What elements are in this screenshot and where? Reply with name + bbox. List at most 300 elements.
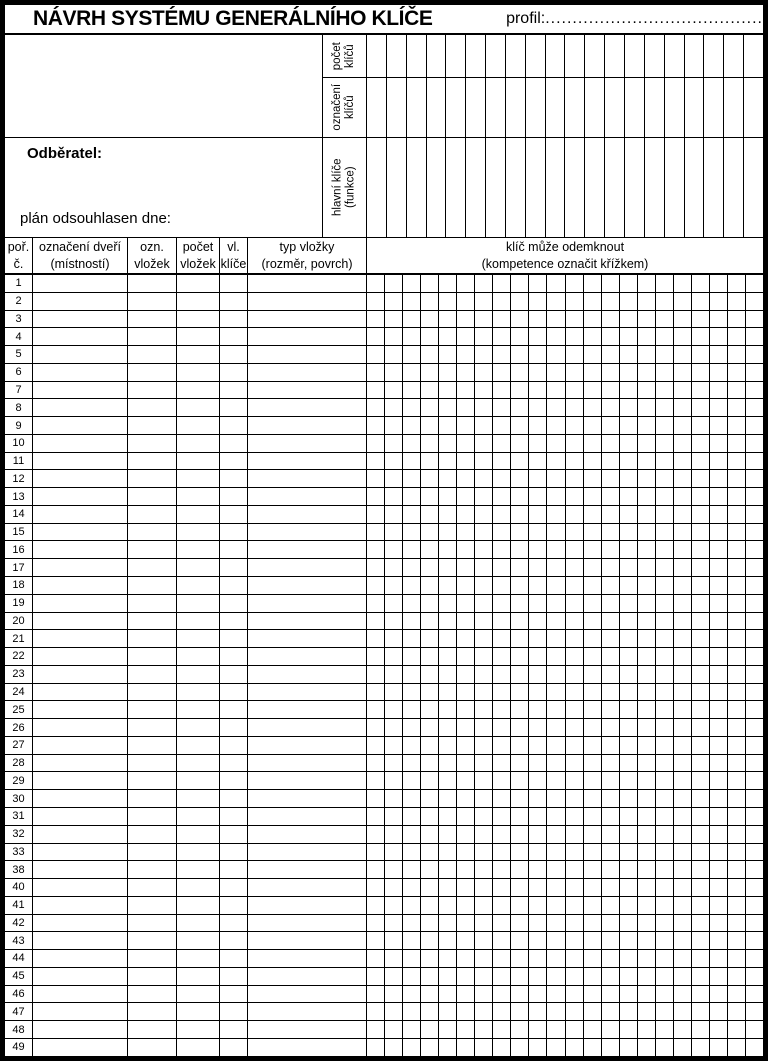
cell-pocet[interactable] bbox=[177, 826, 220, 843]
key-matrix-cell[interactable] bbox=[692, 968, 710, 985]
key-matrix-cell[interactable] bbox=[656, 737, 674, 754]
key-matrix-cell[interactable] bbox=[475, 915, 493, 932]
key-matrix-cell[interactable] bbox=[584, 488, 602, 505]
key-matrix-cell[interactable] bbox=[439, 417, 457, 434]
key-matrix-cell[interactable] bbox=[692, 1003, 710, 1020]
key-matrix-cell[interactable] bbox=[367, 435, 385, 452]
key-matrix-cell[interactable] bbox=[385, 630, 403, 647]
key-matrix-cell[interactable] bbox=[638, 986, 656, 1003]
key-header-cell[interactable] bbox=[645, 78, 665, 137]
key-matrix-cell[interactable] bbox=[728, 772, 746, 789]
key-matrix-cell[interactable] bbox=[439, 346, 457, 363]
key-matrix-cell[interactable] bbox=[421, 932, 439, 949]
key-matrix-cell[interactable] bbox=[493, 666, 511, 683]
key-matrix-cell[interactable] bbox=[692, 488, 710, 505]
key-matrix-cell[interactable] bbox=[566, 577, 584, 594]
key-matrix-cell[interactable] bbox=[475, 968, 493, 985]
cell-ozn[interactable] bbox=[128, 328, 177, 345]
key-matrix-cell[interactable] bbox=[638, 328, 656, 345]
cell-ozn[interactable] bbox=[128, 399, 177, 416]
key-matrix-cell[interactable] bbox=[638, 861, 656, 878]
key-matrix-cell[interactable] bbox=[547, 488, 565, 505]
key-matrix-cell[interactable] bbox=[692, 755, 710, 772]
cell-typ[interactable] bbox=[248, 293, 367, 310]
key-matrix-cell[interactable] bbox=[620, 399, 638, 416]
key-matrix-cell[interactable] bbox=[584, 648, 602, 665]
key-matrix-cell[interactable] bbox=[710, 417, 728, 434]
key-matrix-cell[interactable] bbox=[547, 417, 565, 434]
key-matrix-cell[interactable] bbox=[746, 808, 763, 825]
key-matrix-cell[interactable] bbox=[692, 648, 710, 665]
key-matrix-cell[interactable] bbox=[403, 506, 421, 523]
key-matrix-cell[interactable] bbox=[547, 524, 565, 541]
key-matrix-cell[interactable] bbox=[620, 293, 638, 310]
key-matrix-cell[interactable] bbox=[638, 950, 656, 967]
key-matrix-cell[interactable] bbox=[511, 986, 529, 1003]
key-header-cell[interactable] bbox=[585, 35, 605, 77]
key-matrix-cell[interactable] bbox=[547, 346, 565, 363]
key-matrix-cell[interactable] bbox=[385, 559, 403, 576]
key-matrix-cell[interactable] bbox=[620, 613, 638, 630]
key-matrix-cell[interactable] bbox=[475, 986, 493, 1003]
key-matrix-cell[interactable] bbox=[710, 915, 728, 932]
key-matrix-cell[interactable] bbox=[746, 275, 763, 292]
key-matrix-cell[interactable] bbox=[620, 826, 638, 843]
key-matrix-cell[interactable] bbox=[385, 684, 403, 701]
key-matrix-cell[interactable] bbox=[421, 861, 439, 878]
key-matrix-cell[interactable] bbox=[511, 541, 529, 558]
key-matrix-cell[interactable] bbox=[385, 453, 403, 470]
cell-typ[interactable] bbox=[248, 275, 367, 292]
key-matrix-cell[interactable] bbox=[493, 826, 511, 843]
key-matrix-cell[interactable] bbox=[620, 968, 638, 985]
key-matrix-cell[interactable] bbox=[421, 488, 439, 505]
key-matrix-cell[interactable] bbox=[638, 648, 656, 665]
key-matrix-cell[interactable] bbox=[421, 808, 439, 825]
key-matrix-cell[interactable] bbox=[692, 382, 710, 399]
key-matrix-cell[interactable] bbox=[638, 613, 656, 630]
key-matrix-cell[interactable] bbox=[602, 861, 620, 878]
key-matrix-cell[interactable] bbox=[584, 772, 602, 789]
key-matrix-cell[interactable] bbox=[692, 506, 710, 523]
key-matrix-cell[interactable] bbox=[746, 666, 763, 683]
cell-door[interactable] bbox=[33, 950, 128, 967]
key-matrix-cell[interactable] bbox=[493, 382, 511, 399]
key-matrix-cell[interactable] bbox=[421, 1039, 439, 1056]
key-matrix-cell[interactable] bbox=[385, 470, 403, 487]
key-matrix-cell[interactable] bbox=[385, 826, 403, 843]
key-matrix-cell[interactable] bbox=[602, 808, 620, 825]
key-matrix-cell[interactable] bbox=[439, 737, 457, 754]
key-matrix-cell[interactable] bbox=[692, 897, 710, 914]
key-matrix-cell[interactable] bbox=[547, 311, 565, 328]
key-matrix-cell[interactable] bbox=[728, 808, 746, 825]
key-matrix-cell[interactable] bbox=[620, 986, 638, 1003]
key-matrix-cell[interactable] bbox=[457, 346, 475, 363]
key-matrix-cell[interactable] bbox=[439, 915, 457, 932]
cell-door[interactable] bbox=[33, 755, 128, 772]
key-matrix-cell[interactable] bbox=[566, 293, 584, 310]
cell-vl[interactable] bbox=[220, 488, 248, 505]
key-matrix-cell[interactable] bbox=[385, 577, 403, 594]
key-matrix-cell[interactable] bbox=[547, 684, 565, 701]
cell-pocet[interactable] bbox=[177, 275, 220, 292]
key-header-cell[interactable] bbox=[446, 78, 466, 137]
key-matrix-cell[interactable] bbox=[602, 346, 620, 363]
key-matrix-cell[interactable] bbox=[566, 417, 584, 434]
key-matrix-cell[interactable] bbox=[656, 861, 674, 878]
key-matrix-cell[interactable] bbox=[421, 879, 439, 896]
key-matrix-cell[interactable] bbox=[584, 1021, 602, 1038]
key-matrix-cell[interactable] bbox=[656, 541, 674, 558]
key-matrix-cell[interactable] bbox=[602, 630, 620, 647]
key-matrix-cell[interactable] bbox=[692, 826, 710, 843]
key-matrix-cell[interactable] bbox=[511, 470, 529, 487]
key-matrix-cell[interactable] bbox=[421, 986, 439, 1003]
cell-door[interactable] bbox=[33, 577, 128, 594]
cell-ozn[interactable] bbox=[128, 950, 177, 967]
key-matrix-cell[interactable] bbox=[475, 648, 493, 665]
cell-typ[interactable] bbox=[248, 506, 367, 523]
key-matrix-cell[interactable] bbox=[403, 1003, 421, 1020]
key-matrix-cell[interactable] bbox=[638, 417, 656, 434]
key-matrix-cell[interactable] bbox=[638, 382, 656, 399]
key-matrix-cell[interactable] bbox=[728, 1021, 746, 1038]
key-matrix-cell[interactable] bbox=[746, 986, 763, 1003]
key-matrix-cell[interactable] bbox=[493, 790, 511, 807]
key-matrix-cell[interactable] bbox=[475, 417, 493, 434]
key-matrix-cell[interactable] bbox=[620, 1039, 638, 1056]
key-matrix-cell[interactable] bbox=[566, 772, 584, 789]
key-matrix-cell[interactable] bbox=[547, 506, 565, 523]
key-matrix-cell[interactable] bbox=[656, 506, 674, 523]
key-matrix-cell[interactable] bbox=[584, 311, 602, 328]
key-matrix-cell[interactable] bbox=[674, 524, 692, 541]
key-matrix-cell[interactable] bbox=[584, 844, 602, 861]
key-matrix-cell[interactable] bbox=[367, 506, 385, 523]
cell-typ[interactable] bbox=[248, 808, 367, 825]
cell-vl[interactable] bbox=[220, 382, 248, 399]
key-matrix-cell[interactable] bbox=[457, 559, 475, 576]
key-matrix-cell[interactable] bbox=[385, 897, 403, 914]
key-header-cell[interactable] bbox=[685, 78, 705, 137]
key-matrix-cell[interactable] bbox=[493, 346, 511, 363]
key-matrix-cell[interactable] bbox=[367, 666, 385, 683]
key-matrix-cell[interactable] bbox=[421, 311, 439, 328]
key-matrix-cell[interactable] bbox=[602, 524, 620, 541]
cell-vl[interactable] bbox=[220, 613, 248, 630]
key-matrix-cell[interactable] bbox=[403, 382, 421, 399]
key-matrix-cell[interactable] bbox=[620, 790, 638, 807]
key-matrix-cell[interactable] bbox=[728, 541, 746, 558]
key-matrix-cell[interactable] bbox=[475, 488, 493, 505]
key-matrix-cell[interactable] bbox=[475, 328, 493, 345]
key-matrix-cell[interactable] bbox=[475, 382, 493, 399]
cell-ozn[interactable] bbox=[128, 755, 177, 772]
key-matrix-cell[interactable] bbox=[638, 666, 656, 683]
key-matrix-cell[interactable] bbox=[403, 293, 421, 310]
cell-ozn[interactable] bbox=[128, 382, 177, 399]
profil-input-line[interactable]: ........................................ bbox=[545, 10, 763, 27]
key-matrix-cell[interactable] bbox=[710, 755, 728, 772]
key-matrix-cell[interactable] bbox=[493, 915, 511, 932]
key-matrix-cell[interactable] bbox=[746, 506, 763, 523]
key-matrix-cell[interactable] bbox=[367, 701, 385, 718]
key-matrix-cell[interactable] bbox=[439, 311, 457, 328]
key-matrix-cell[interactable] bbox=[638, 1021, 656, 1038]
key-matrix-cell[interactable] bbox=[566, 559, 584, 576]
cell-door[interactable] bbox=[33, 417, 128, 434]
key-matrix-cell[interactable] bbox=[638, 470, 656, 487]
cell-door[interactable] bbox=[33, 1021, 128, 1038]
key-matrix-cell[interactable] bbox=[529, 648, 547, 665]
key-matrix-cell[interactable] bbox=[584, 950, 602, 967]
key-matrix-cell[interactable] bbox=[511, 826, 529, 843]
key-matrix-cell[interactable] bbox=[692, 613, 710, 630]
key-matrix-cell[interactable] bbox=[674, 737, 692, 754]
key-matrix-cell[interactable] bbox=[547, 1003, 565, 1020]
cell-typ[interactable] bbox=[248, 364, 367, 381]
key-matrix-cell[interactable] bbox=[602, 595, 620, 612]
key-matrix-cell[interactable] bbox=[710, 719, 728, 736]
key-matrix-cell[interactable] bbox=[584, 559, 602, 576]
key-matrix-cell[interactable] bbox=[439, 879, 457, 896]
key-matrix-cell[interactable] bbox=[710, 932, 728, 949]
key-matrix-cell[interactable] bbox=[566, 346, 584, 363]
key-matrix-cell[interactable] bbox=[529, 435, 547, 452]
cell-vl[interactable] bbox=[220, 364, 248, 381]
key-matrix-cell[interactable] bbox=[421, 595, 439, 612]
key-matrix-cell[interactable] bbox=[656, 559, 674, 576]
key-matrix-cell[interactable] bbox=[602, 541, 620, 558]
key-matrix-cell[interactable] bbox=[457, 772, 475, 789]
key-header-cell[interactable] bbox=[486, 35, 506, 77]
cell-door[interactable] bbox=[33, 311, 128, 328]
key-matrix-cell[interactable] bbox=[674, 364, 692, 381]
key-matrix-cell[interactable] bbox=[439, 808, 457, 825]
key-matrix-cell[interactable] bbox=[493, 275, 511, 292]
key-matrix-cell[interactable] bbox=[511, 435, 529, 452]
key-matrix-cell[interactable] bbox=[403, 915, 421, 932]
key-matrix-cell[interactable] bbox=[728, 577, 746, 594]
key-matrix-cell[interactable] bbox=[728, 950, 746, 967]
key-matrix-cell[interactable] bbox=[403, 595, 421, 612]
key-matrix-cell[interactable] bbox=[385, 328, 403, 345]
key-matrix-cell[interactable] bbox=[421, 417, 439, 434]
key-matrix-cell[interactable] bbox=[710, 897, 728, 914]
key-matrix-cell[interactable] bbox=[421, 790, 439, 807]
key-matrix-cell[interactable] bbox=[403, 666, 421, 683]
cell-door[interactable] bbox=[33, 879, 128, 896]
key-matrix-cell[interactable] bbox=[656, 790, 674, 807]
key-matrix-cell[interactable] bbox=[620, 684, 638, 701]
key-matrix-cell[interactable] bbox=[656, 915, 674, 932]
key-matrix-cell[interactable] bbox=[566, 701, 584, 718]
key-matrix-cell[interactable] bbox=[566, 932, 584, 949]
key-matrix-cell[interactable] bbox=[475, 595, 493, 612]
key-matrix-cell[interactable] bbox=[367, 541, 385, 558]
key-matrix-cell[interactable] bbox=[457, 826, 475, 843]
key-matrix-cell[interactable] bbox=[403, 986, 421, 1003]
key-matrix-cell[interactable] bbox=[421, 630, 439, 647]
key-matrix-cell[interactable] bbox=[547, 613, 565, 630]
key-matrix-cell[interactable] bbox=[421, 737, 439, 754]
key-header-cell[interactable] bbox=[565, 138, 585, 237]
cell-typ[interactable] bbox=[248, 826, 367, 843]
key-matrix-cell[interactable] bbox=[620, 364, 638, 381]
key-matrix-cell[interactable] bbox=[385, 293, 403, 310]
key-matrix-cell[interactable] bbox=[638, 932, 656, 949]
key-matrix-cell[interactable] bbox=[457, 986, 475, 1003]
key-matrix-cell[interactable] bbox=[529, 666, 547, 683]
cell-vl[interactable] bbox=[220, 293, 248, 310]
key-matrix-cell[interactable] bbox=[511, 932, 529, 949]
key-matrix-cell[interactable] bbox=[566, 1021, 584, 1038]
key-matrix-cell[interactable] bbox=[475, 666, 493, 683]
cell-pocet[interactable] bbox=[177, 897, 220, 914]
key-matrix-cell[interactable] bbox=[439, 559, 457, 576]
key-matrix-cell[interactable] bbox=[692, 986, 710, 1003]
key-matrix-cell[interactable] bbox=[475, 435, 493, 452]
cell-ozn[interactable] bbox=[128, 1039, 177, 1056]
key-matrix-cell[interactable] bbox=[367, 879, 385, 896]
cell-typ[interactable] bbox=[248, 986, 367, 1003]
key-matrix-cell[interactable] bbox=[602, 559, 620, 576]
cell-door[interactable] bbox=[33, 328, 128, 345]
key-matrix-cell[interactable] bbox=[403, 772, 421, 789]
key-matrix-cell[interactable] bbox=[638, 559, 656, 576]
key-matrix-cell[interactable] bbox=[475, 932, 493, 949]
key-matrix-cell[interactable] bbox=[746, 346, 763, 363]
key-matrix-cell[interactable] bbox=[584, 577, 602, 594]
key-matrix-cell[interactable] bbox=[547, 950, 565, 967]
key-matrix-cell[interactable] bbox=[674, 311, 692, 328]
cell-typ[interactable] bbox=[248, 382, 367, 399]
key-matrix-cell[interactable] bbox=[511, 595, 529, 612]
key-matrix-cell[interactable] bbox=[674, 755, 692, 772]
key-matrix-cell[interactable] bbox=[638, 790, 656, 807]
key-matrix-cell[interactable] bbox=[529, 986, 547, 1003]
key-matrix-cell[interactable] bbox=[511, 1021, 529, 1038]
key-matrix-cell[interactable] bbox=[385, 844, 403, 861]
key-matrix-cell[interactable] bbox=[656, 701, 674, 718]
cell-typ[interactable] bbox=[248, 417, 367, 434]
key-matrix-cell[interactable] bbox=[439, 1039, 457, 1056]
key-matrix-cell[interactable] bbox=[602, 417, 620, 434]
key-matrix-cell[interactable] bbox=[746, 435, 763, 452]
key-matrix-cell[interactable] bbox=[529, 382, 547, 399]
cell-ozn[interactable] bbox=[128, 844, 177, 861]
cell-door[interactable] bbox=[33, 275, 128, 292]
key-matrix-cell[interactable] bbox=[692, 666, 710, 683]
cell-pocet[interactable] bbox=[177, 1021, 220, 1038]
key-matrix-cell[interactable] bbox=[692, 772, 710, 789]
cell-vl[interactable] bbox=[220, 524, 248, 541]
key-matrix-cell[interactable] bbox=[638, 808, 656, 825]
key-matrix-cell[interactable] bbox=[385, 541, 403, 558]
cell-typ[interactable] bbox=[248, 897, 367, 914]
key-matrix-cell[interactable] bbox=[710, 844, 728, 861]
key-matrix-cell[interactable] bbox=[385, 790, 403, 807]
key-matrix-cell[interactable] bbox=[367, 470, 385, 487]
key-matrix-cell[interactable] bbox=[457, 808, 475, 825]
key-matrix-cell[interactable] bbox=[511, 808, 529, 825]
key-header-cell[interactable] bbox=[506, 138, 526, 237]
key-matrix-cell[interactable] bbox=[602, 275, 620, 292]
key-matrix-cell[interactable] bbox=[638, 915, 656, 932]
key-matrix-cell[interactable] bbox=[493, 755, 511, 772]
key-matrix-cell[interactable] bbox=[493, 577, 511, 594]
key-matrix-cell[interactable] bbox=[620, 630, 638, 647]
key-matrix-cell[interactable] bbox=[547, 861, 565, 878]
key-matrix-cell[interactable] bbox=[728, 968, 746, 985]
key-matrix-cell[interactable] bbox=[385, 915, 403, 932]
key-matrix-cell[interactable] bbox=[529, 275, 547, 292]
key-matrix-cell[interactable] bbox=[457, 932, 475, 949]
key-matrix-cell[interactable] bbox=[602, 719, 620, 736]
key-matrix-cell[interactable] bbox=[728, 826, 746, 843]
key-matrix-cell[interactable] bbox=[746, 577, 763, 594]
key-matrix-cell[interactable] bbox=[620, 541, 638, 558]
key-matrix-cell[interactable] bbox=[403, 470, 421, 487]
key-matrix-cell[interactable] bbox=[493, 844, 511, 861]
key-matrix-cell[interactable] bbox=[620, 435, 638, 452]
cell-door[interactable] bbox=[33, 364, 128, 381]
key-matrix-cell[interactable] bbox=[602, 1039, 620, 1056]
key-matrix-cell[interactable] bbox=[529, 399, 547, 416]
key-matrix-cell[interactable] bbox=[674, 613, 692, 630]
key-matrix-cell[interactable] bbox=[493, 328, 511, 345]
key-header-cell[interactable] bbox=[605, 138, 625, 237]
key-matrix-cell[interactable] bbox=[457, 968, 475, 985]
key-matrix-cell[interactable] bbox=[367, 275, 385, 292]
key-matrix-cell[interactable] bbox=[674, 915, 692, 932]
key-matrix-cell[interactable] bbox=[656, 897, 674, 914]
key-matrix-cell[interactable] bbox=[457, 737, 475, 754]
key-matrix-cell[interactable] bbox=[547, 719, 565, 736]
key-matrix-cell[interactable] bbox=[493, 897, 511, 914]
cell-ozn[interactable] bbox=[128, 666, 177, 683]
key-matrix-cell[interactable] bbox=[674, 595, 692, 612]
key-matrix-cell[interactable] bbox=[385, 950, 403, 967]
key-matrix-cell[interactable] bbox=[692, 417, 710, 434]
key-matrix-cell[interactable] bbox=[692, 1039, 710, 1056]
key-matrix-cell[interactable] bbox=[529, 701, 547, 718]
key-matrix-cell[interactable] bbox=[728, 524, 746, 541]
key-matrix-cell[interactable] bbox=[439, 470, 457, 487]
key-matrix-cell[interactable] bbox=[674, 790, 692, 807]
key-matrix-cell[interactable] bbox=[457, 648, 475, 665]
key-matrix-cell[interactable] bbox=[403, 524, 421, 541]
key-matrix-cell[interactable] bbox=[403, 311, 421, 328]
key-matrix-cell[interactable] bbox=[746, 790, 763, 807]
cell-typ[interactable] bbox=[248, 328, 367, 345]
key-matrix-cell[interactable] bbox=[710, 559, 728, 576]
key-matrix-cell[interactable] bbox=[692, 861, 710, 878]
key-matrix-cell[interactable] bbox=[457, 417, 475, 434]
key-matrix-cell[interactable] bbox=[511, 559, 529, 576]
key-matrix-cell[interactable] bbox=[439, 541, 457, 558]
key-matrix-cell[interactable] bbox=[620, 275, 638, 292]
key-matrix-cell[interactable] bbox=[403, 861, 421, 878]
key-matrix-cell[interactable] bbox=[710, 577, 728, 594]
key-matrix-cell[interactable] bbox=[511, 275, 529, 292]
cell-door[interactable] bbox=[33, 559, 128, 576]
key-matrix-cell[interactable] bbox=[566, 541, 584, 558]
cell-typ[interactable] bbox=[248, 915, 367, 932]
key-matrix-cell[interactable] bbox=[385, 861, 403, 878]
key-matrix-cell[interactable] bbox=[529, 595, 547, 612]
